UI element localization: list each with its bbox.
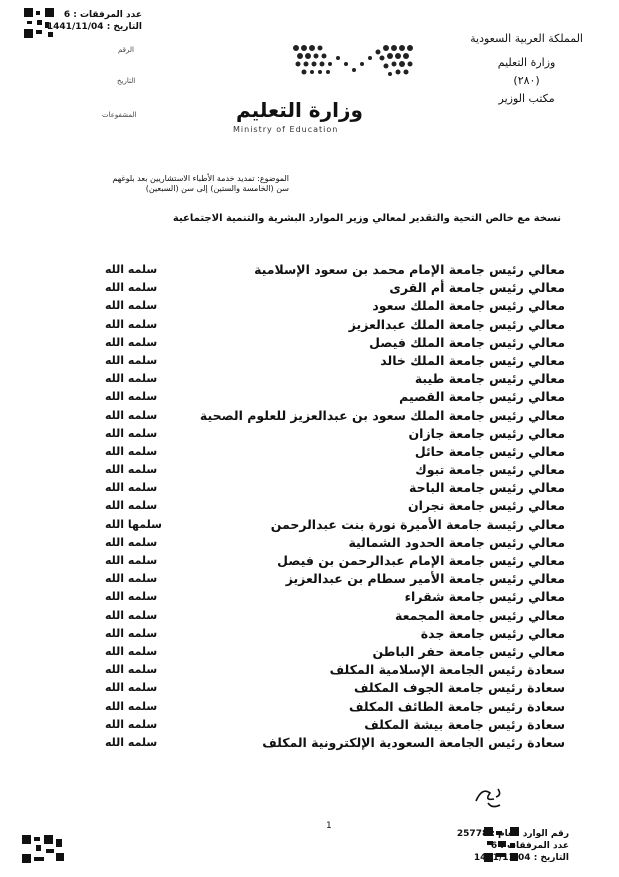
recipient-name: معالي رئيس جامعة المجمعة (394, 607, 565, 623)
recipient-name: معالي رئيس جامعة نجران (407, 498, 565, 514)
recipient-greeting: سلمه الله (105, 663, 158, 677)
recipient-row (105, 516, 565, 534)
recipient-row (105, 497, 565, 515)
logo-english-wordmark: Ministry of Education (233, 125, 339, 134)
recipient-greeting: سلمه الله (105, 408, 158, 422)
recipient-row (105, 570, 565, 588)
recipient-name: معالي رئيس جامعة الملك سعود بن عبدالعزيز للعلوم الصحية (199, 407, 565, 423)
government-header (470, 30, 583, 108)
recipient-name: معالي رئيسة جامعة الأميرة نورة بنت عبدالرحمن (270, 516, 565, 532)
recipient-greeting: سلمه الله (105, 372, 158, 386)
recipient-name: معالي رئيس جامعة جازان (408, 425, 565, 441)
ministry-logo-dots (290, 44, 420, 80)
recipient-greeting: سلمه الله (105, 644, 158, 658)
recipient-greeting: سلمه الله (105, 463, 158, 477)
field-attachments-label: المشفوعات (102, 111, 137, 119)
recipient-name: سعادة رئيس الجامعة السعودية الإلكترونية المكلف (262, 734, 565, 750)
recipient-name: سعادة رئيس جامعة الطائف المكلف (348, 698, 565, 714)
recipient-name: سعادة رئيس جامعة بيشة المكلف (364, 716, 565, 732)
recipient-name: معالي رئيس جامعة الإمام محمد بن سعود الإسلامية (254, 262, 565, 277)
recipient-greeting: سلمه الله (105, 590, 158, 604)
recipient-row (105, 479, 565, 497)
recipient-row (105, 643, 565, 661)
recipient-greeting: سلمه الله (105, 335, 158, 349)
recipient-greeting: سلمه الله (105, 426, 158, 440)
recipient-name: معالي رئيس جامعة حفر الباطن (372, 643, 565, 659)
recipient-name: معالي رئيس جامعة طيبة (414, 371, 565, 387)
recipient-greeting: سلمه الله (105, 735, 158, 749)
subject-line-2: سن (الخامسة والستين) إلى سن (السبعين) (145, 184, 289, 193)
recipient-row (105, 607, 565, 625)
recipient-greeting: سلمها الله (105, 517, 162, 531)
attachments-count-bottom: عدد المرفقات : 6 (490, 841, 569, 851)
recipient-row (105, 716, 565, 734)
recipient-name: معالي رئيس جامعة جدة (420, 625, 565, 641)
recipient-row (105, 552, 565, 570)
recipient-row (105, 679, 565, 697)
recipient-row (105, 352, 565, 370)
recipient-name: سعادة رئيس الجامعة الإسلامية المكلف (329, 662, 565, 678)
recipient-row (105, 261, 565, 279)
recipient-greeting: سلمه الله (105, 535, 158, 549)
copy-notice: نسخة مع خالص التحية والتقدير لمعالي وزير الموارد البشرية والتنمية الاجتماعية (172, 213, 561, 224)
subject-line-1: الموضوع: تمديد خدمة الأطباء الاستشاريين بعد بلوغهم (112, 174, 289, 183)
recipients-list (105, 261, 565, 752)
attachments-count-top: عدد المرفقات : 6 (63, 10, 142, 20)
recipient-row (105, 661, 565, 679)
recipient-greeting: سلمه الله (105, 444, 158, 458)
recipient-name: معالي رئيس جامعة الأمير سطام بن عبدالعزيز (285, 571, 565, 587)
recipient-name: معالي رئيس جامعة الملك خالد (380, 352, 565, 368)
recipient-row (105, 407, 565, 425)
recipient-name: معالي رئيس جامعة الملك فيصل (369, 334, 565, 350)
header-meta-top (46, 9, 142, 33)
handwritten-signature (470, 783, 510, 813)
field-date-label: التاريخ (117, 77, 136, 85)
recipient-name: معالي رئيس جامعة الإمام عبدالرحمن بن فيصل (277, 553, 565, 568)
footer-meta (457, 828, 569, 864)
recipient-greeting: سلمه الله (105, 608, 158, 622)
date-top: التاريخ : 1441/11/04 (46, 22, 142, 32)
logo-arabic-wordmark: وزارة التعليم (236, 98, 363, 122)
recipient-greeting: سلمه الله (105, 499, 158, 513)
date-bottom: التاريخ : 1441/11/04 (473, 853, 569, 863)
recipient-greeting: سلمه الله (105, 681, 158, 695)
recipient-name: معالي رئيس جامعة الباحة (409, 480, 565, 496)
recipient-row (105, 588, 565, 606)
recipient-name: معالي رئيس جامعة حائل (414, 443, 565, 459)
recipient-row (105, 425, 565, 443)
recipient-name: معالي رئيس جامعة أم القرى (389, 280, 565, 296)
recipient-greeting: سلمه الله (105, 626, 158, 640)
kingdom-title: المملكة العربية السعودية (470, 32, 583, 45)
recipient-greeting: سلمه الله (105, 481, 158, 495)
recipient-row (105, 734, 565, 752)
recipient-row (105, 625, 565, 643)
reference-number: (٢٨٠) (513, 74, 540, 87)
recipient-greeting: سلمه الله (105, 317, 158, 331)
recipient-row (105, 443, 565, 461)
recipient-name: معالي رئيس جامعة شقراء (404, 589, 565, 605)
recipient-row (105, 461, 565, 479)
recipient-greeting: سلمه الله (105, 699, 158, 713)
recipient-name: معالي رئيس جامعة القصيم (399, 389, 565, 405)
recipient-greeting: سلمه الله (105, 281, 158, 295)
ministry-title: وزارة التعليم (497, 56, 556, 69)
recipient-name: معالي رئيس جامعة الحدود الشمالية (348, 534, 565, 550)
recipient-row (105, 334, 565, 352)
page-number: 1 (326, 821, 332, 831)
recipient-greeting: سلمه الله (105, 390, 158, 404)
recipient-name: معالي رئيس جامعة تبوك (415, 462, 565, 478)
incoming-number: رقم الوارد العام : 25778 (456, 829, 569, 839)
recipient-name: سعادة رئيس جامعة الجوف المكلف (354, 680, 565, 696)
recipient-row (105, 698, 565, 716)
recipient-greeting: سلمه الله (105, 717, 158, 731)
recipient-greeting: سلمه الله (105, 353, 158, 367)
recipient-row (105, 388, 565, 406)
recipient-greeting: سلمه الله (105, 299, 158, 313)
field-number-label: الرقم (118, 46, 134, 54)
recipient-name: معالي رئيس جامعة الملك عبدالعزيز (348, 316, 565, 332)
recipient-row (105, 534, 565, 552)
recipient-row (105, 279, 565, 297)
subject-block (89, 174, 289, 194)
recipient-name: معالي رئيس جامعة الملك سعود (372, 298, 565, 314)
recipient-row (105, 370, 565, 388)
office-title: مكتب الوزير (498, 92, 555, 105)
recipient-row (105, 297, 565, 315)
recipient-row (105, 316, 565, 334)
recipient-greeting: سلمه الله (105, 263, 158, 276)
qr-code-bottom-left (22, 835, 66, 863)
recipient-greeting: سلمه الله (105, 554, 158, 567)
recipient-greeting: سلمه الله (105, 572, 158, 586)
